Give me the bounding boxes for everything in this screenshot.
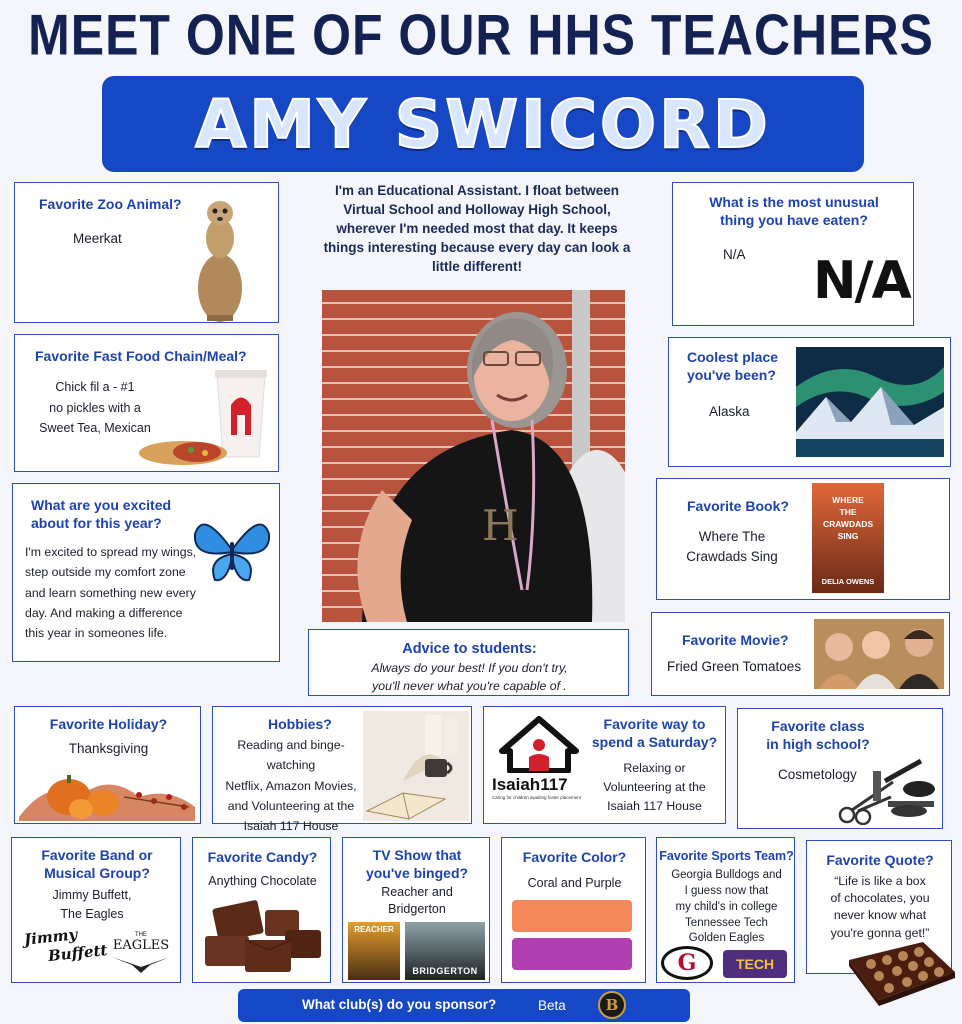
excited-answer: I'm excited to spread my wings, step outside my comfort zone and learn something new every day. And making a difference this year in someones life. [25, 545, 197, 641]
sports-answer: Georgia Bulldogs and I guess now that my child's in college Tennessee Tech Golden Eagles [671, 869, 782, 945]
club-question: What club(s) do you sponsor? [302, 997, 497, 1012]
beta-club-logo: B [598, 991, 626, 1019]
holiday-answer: Thanksgiving [68, 741, 149, 756]
card-excited [12, 483, 280, 662]
saturday-answer: Relaxing or Volunteering at the Isaiah 117 House [603, 761, 706, 814]
intro-text: I'm an Educational Assistant. I float between Virtual School and Holloway High School, wherever I'm needed most that day. It keeps things interesting because every day can look a little different! [323, 183, 631, 274]
card-tv-show [342, 837, 490, 983]
meal-icon [135, 365, 275, 465]
zoo-question: Favorite Zoo Animal? [39, 196, 182, 212]
card-hobbies [212, 706, 472, 834]
eagles-logo: THE EAGLES [110, 932, 172, 973]
coolest-question: Coolest place you've been? [687, 349, 779, 384]
sports-question: Favorite Sports Team? [659, 849, 794, 863]
quote-answer: “Life is like a box of chocolates, you never know what you're gonna get!” [830, 874, 930, 940]
card-advice [308, 629, 629, 696]
card-saturday [483, 706, 726, 824]
quote-question: Favorite Quote? [826, 852, 934, 868]
jimmy-buffett-logo: Jimmy [23, 925, 79, 949]
movie-question: Favorite Movie? [682, 632, 789, 648]
candy-answer: Anything Chocolate [208, 874, 317, 888]
aurora-mountain-image [796, 347, 944, 457]
card-favorite-color [501, 837, 646, 983]
club-sponsor-bar [238, 989, 690, 1022]
movie-poster-image [814, 619, 944, 689]
class-answer: Cosmetology [778, 767, 857, 782]
teacher-photo [322, 290, 625, 622]
band-question: Favorite Band or Musical Group? [41, 847, 153, 882]
butterfly-icon [193, 514, 271, 586]
unusual-question: What is the most unusual thing you have eaten? [709, 194, 879, 229]
teacher-name: AMY SWICORD [195, 85, 771, 163]
book-answer: Where The Crawdads Sing [686, 529, 778, 565]
meerkat-icon [185, 193, 255, 323]
scissors-comb-icon [833, 757, 938, 825]
book-cover: WHERE THE CRAWDADS SING DELIA OWENS [812, 483, 884, 593]
club-answer: Beta [538, 998, 566, 1013]
class-question: Favorite class in high school? [766, 718, 870, 753]
reacher-poster: REACHER [348, 922, 400, 980]
card-fast-food [14, 334, 279, 472]
hobbies-question: Hobbies? [268, 716, 332, 732]
tv-question: TV Show that you've binged? [365, 847, 469, 882]
card-favorite-class [737, 708, 943, 829]
pumpkins-icon [19, 757, 195, 821]
color-answer: Coral and Purple [527, 876, 622, 890]
holiday-question: Favorite Holiday? [49, 716, 168, 732]
excited-question: What are you excited about for this year? [31, 497, 172, 532]
georgia-logo: G [661, 946, 713, 980]
svg-text:H: H [482, 501, 519, 550]
chocolate-box-icon [845, 938, 957, 1008]
candy-question: Favorite Candy? [207, 849, 318, 865]
isaiah117-logo: Isaiah117 Caring for children awaiting foster placement [492, 715, 587, 810]
advice-question: Advice to students: [402, 641, 537, 657]
chocolate-icon [201, 896, 326, 976]
card-zoo-animal [14, 182, 279, 323]
card-favorite-holiday [14, 706, 201, 824]
tv-answer: Reacher and Bridgerton [381, 885, 453, 916]
jimmy-buffett-logo-second-line: Buffett [47, 940, 109, 966]
na-graphic: N/A [813, 251, 910, 311]
unusual-answer: N/A [723, 247, 746, 262]
bridgerton-poster: BRIDGERTON [405, 922, 485, 980]
hobbies-answer: Reading and binge-watching Netflix, Amazon Movies, and Volunteering at the Isaiah 117 House [225, 738, 357, 834]
purple-swatch [512, 938, 632, 970]
card-favorite-candy [192, 837, 331, 983]
movie-answer: Fried Green Tomatoes [667, 659, 802, 674]
card-unusual-food [672, 182, 914, 326]
fastfood-answer: Chick fil a - #1 no pickles with a Sweet Tea, Mexican [39, 380, 151, 436]
advice-answer: Always do your best! If you don't try, you'll never what you're capable of . [371, 661, 568, 693]
coral-swatch [512, 900, 632, 932]
card-favorite-band [11, 837, 181, 983]
page-title: MEET ONE OF OUR HHS TEACHERS [28, 2, 934, 68]
zoo-answer: Meerkat [73, 231, 122, 246]
saturday-question: Favorite way to spend a Saturday? [591, 716, 718, 751]
card-favorite-book [656, 478, 950, 600]
fastfood-question: Favorite Fast Food Chain/Meal? [35, 348, 247, 364]
card-favorite-movie [651, 612, 950, 696]
name-banner [102, 76, 864, 172]
coolest-answer: Alaska [709, 404, 750, 419]
color-question: Favorite Color? [522, 849, 627, 865]
band-answer: Jimmy Buffett, The Eagles [52, 888, 132, 921]
card-favorite-sports-team [656, 837, 795, 983]
tennessee-tech-logo: TECH [723, 950, 787, 978]
card-coolest-place [668, 337, 951, 467]
book-and-coffee-icon [363, 711, 469, 821]
book-question: Favorite Book? [687, 498, 789, 514]
